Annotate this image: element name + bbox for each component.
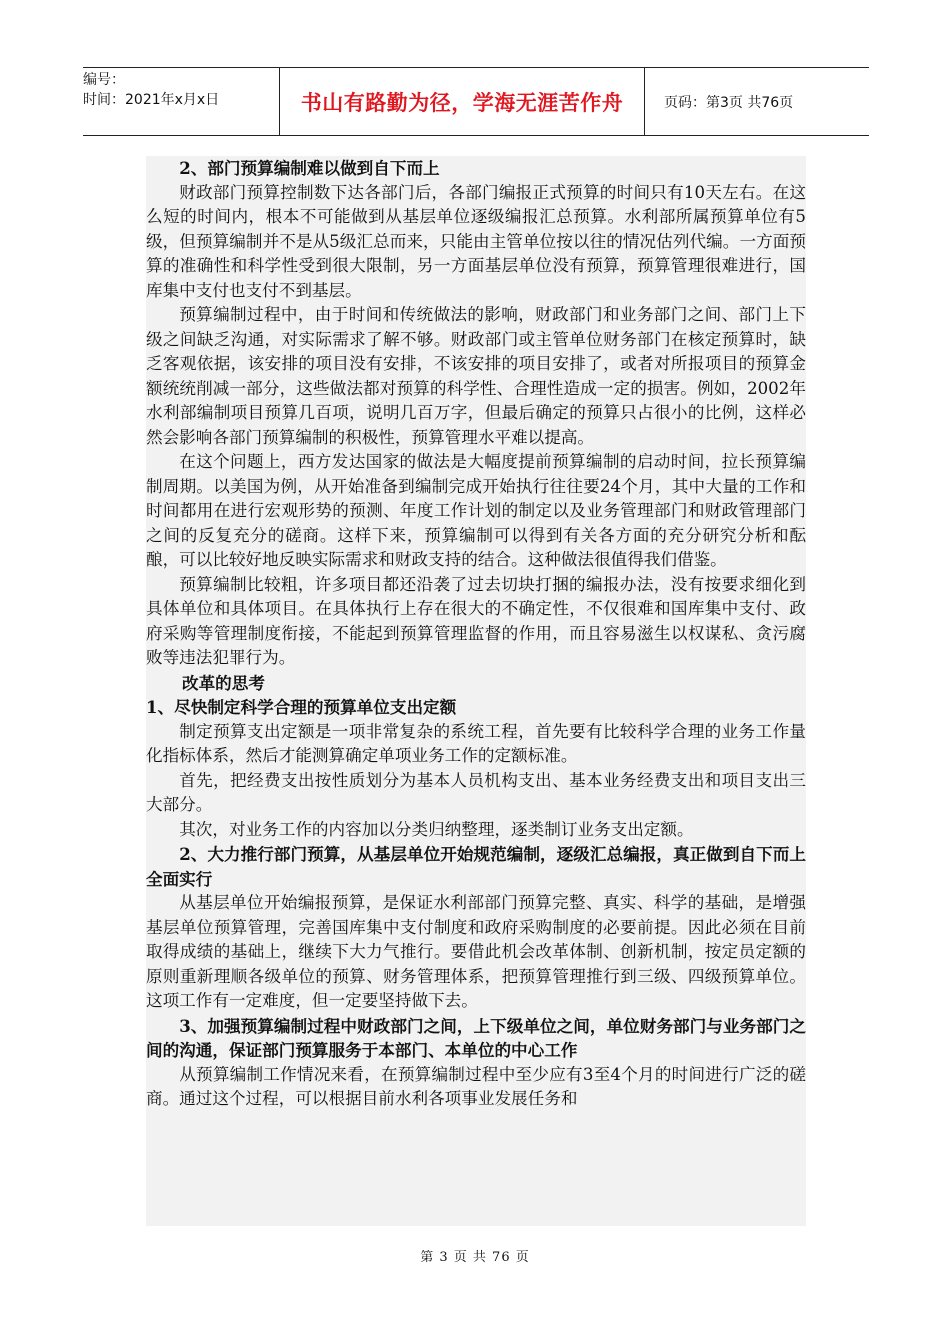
header-motto-cell (279, 68, 645, 135)
body-paragraph: 制定预算支出定额是一项非常复杂的系统工程，首先要有比较科学合理的业务工作量化指标体系，然后才能测算确定单项业务工作的定额标准。 (146, 721, 806, 765)
header-page-info: 页码：第3页 共76页 (664, 94, 794, 111)
body-paragraph: 预算编制过程中，由于时间和传统做法的影响，财政部门和业务部门之间、部门上下级之间缺乏沟通，对实际需求了解不够。财政部门或主管单位财务部门在核定预算时，缺乏客观依据，该安排的项目没有安排，不该安排的项目安排了，或者对所报项目的预算金额统统削减一部分，这些做法都对预算的科学性、合理性造成一定的损害。例如，2002年水利部编制项目预算几百项，说明几百万字，但最后确定的预算只占很小的比例，这样必然会影响各部门预算编制的积极性，预算管理水平难以提高。 (146, 305, 806, 447)
header-motto: 书山有路勤为径，学海无涯苦作舟 (300, 90, 624, 115)
section-heading: 2、部门预算编制难以做到自下而上 (179, 158, 440, 178)
document-date-label: 时间：2021年x月x日 (83, 92, 220, 108)
document-body (146, 156, 806, 1112)
body-paragraph: 首先，把经费支出按性质划分为基本人员机构支出、基本业务经费支出和项目支出三大部分。 (146, 770, 806, 814)
document-number-label: 编号： (83, 72, 125, 88)
page-header (83, 67, 869, 136)
body-paragraph: 其次，对业务工作的内容加以分类归纳整理，逐类制订业务支出定额。 (179, 819, 694, 839)
body-paragraph: 从基层单位开始编报预算，是保证水利部部门预算完整、真实、科学的基础，是增强基层单位预算管理，完善国库集中支付制度和政府采购制度的必要前提。因此必须在目前取得成绩的基础上，继续下大力气推行。要借此机会改革体制、创新机制，按定员定额的原则重新理顺各级单位的预算、财务管理体系，把预算管理推行到三级、四级预算单位。这项工作有一定难度，但一定要坚持做下去。 (146, 893, 806, 1010)
body-paragraph: 从预算编制工作情况来看，在预算编制过程中至少应有3至4个月的时间进行广泛的磋商。通过这个过程，可以根据目前水利各项事业发展任务和 (146, 1064, 806, 1108)
section-heading: 2、大力推行部门预算，从基层单位开始规范编制，逐级汇总编报，真正做到自下而上全面实行 (146, 844, 806, 889)
subheading: 改革的思考 (182, 672, 265, 693)
body-paragraph: 财政部门预算控制数下达各部门后，各部门编报正式预算的时间只有10天左右。在这么短的时间内，根本不可能做到从基层单位逐级编报汇总预算。水利部所属预算单位有5级，但预算编制并不是从5级汇总而来，只能由主管单位按以往的情况估列代编。一方面预算的准确性和科学性受到很大限制，另一方面基层单位没有预算，预算管理很难进行，国库集中支付也支付不到基层。 (146, 182, 806, 300)
section-heading: 1、尽快制定科学合理的预算单位支出定额 (146, 697, 457, 717)
body-paragraph: 在这个问题上，西方发达国家的做法是大幅度提前预算编制的启动时间，拉长预算编制周期。以美国为例，从开始准备到编制完成开始执行往往要24个月，其中大量的工作和时间都用在进行宏观形势的预测、年度工作计划的制定以及业务管理部门和财政管理部门之间的反复充分的磋商。这样下来，预算编制可以得到有关各方面的充分研究分析和酝酿，可以比较好地反映实际需求和财政支持的结合。这种做法很值得我们借鉴。 (146, 452, 806, 569)
body-paragraph: 预算编制比较粗，许多项目都还沿袭了过去切块打捆的编报办法，没有按要求细化到具体单位和具体项目。在具体执行上存在很大的不确定性，不仅很难和国库集中支付、政府采购等管理制度衔接，不能起到预算管理监督的作用，而且容易滋生以权谋私、贪污腐败等违法犯罪行为。 (146, 574, 806, 667)
section-heading: 3、加强预算编制过程中财政部门之间，上下级单位之间，单位财务部门与业务部门之间的沟通，保证部门预算服务于本部门、本单位的中心工作 (146, 1015, 806, 1060)
header-meta (83, 68, 279, 137)
page-footer: 第 3 页 共 76 页 (420, 1250, 530, 1265)
